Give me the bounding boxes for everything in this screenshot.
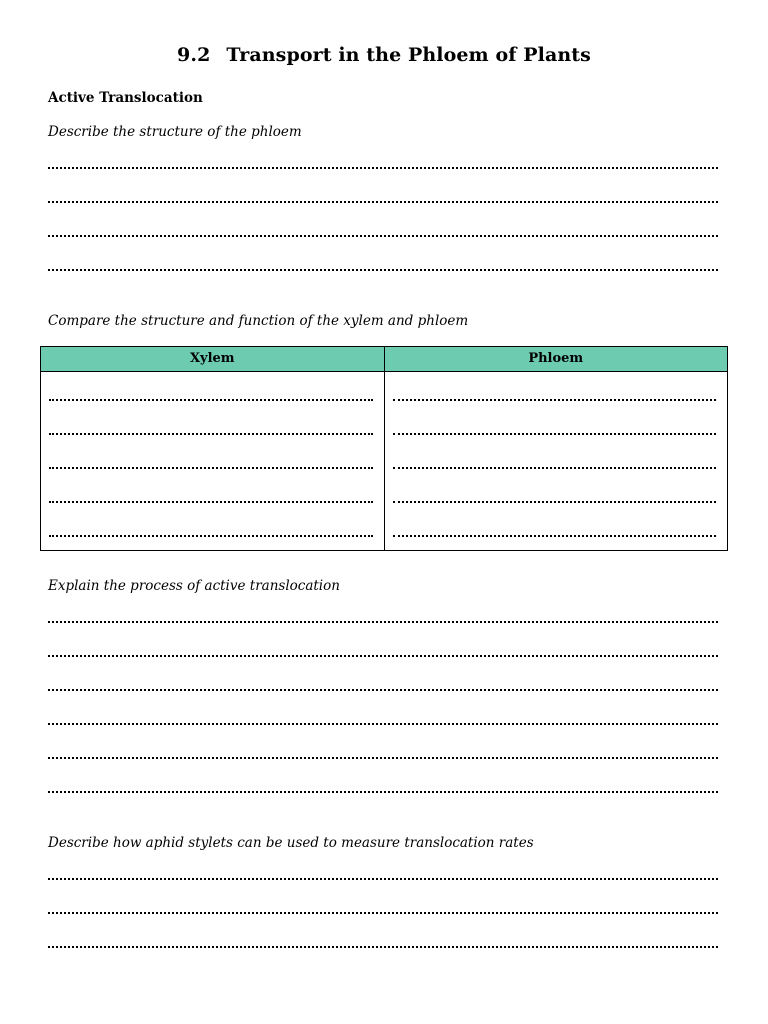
table-body	[41, 372, 727, 550]
answer-line[interactable]	[393, 501, 717, 503]
answer-line[interactable]	[48, 621, 718, 623]
xylem-answer-cell[interactable]	[41, 372, 384, 550]
answer-line[interactable]	[48, 235, 718, 237]
answer-line[interactable]	[48, 689, 718, 691]
answer-line[interactable]	[48, 791, 718, 793]
comparison-table	[40, 346, 728, 551]
column-header-phloem: Phloem	[384, 347, 728, 371]
section-title: Transport in the Phloem of Plants	[226, 44, 591, 66]
answer-line[interactable]	[48, 723, 718, 725]
answer-line[interactable]	[48, 167, 718, 169]
question-structure-phloem: Describe the structure of the phloem	[48, 124, 302, 140]
page-title	[0, 44, 768, 66]
answer-line[interactable]	[48, 757, 718, 759]
table-header-row	[41, 347, 727, 372]
answer-line[interactable]	[48, 269, 718, 271]
subheading-active-translocation: Active Translocation	[48, 90, 203, 106]
column-header-xylem: Xylem	[189, 351, 235, 366]
answer-line[interactable]	[49, 501, 373, 503]
answer-line[interactable]	[393, 467, 717, 469]
answer-line[interactable]	[49, 433, 373, 435]
answer-line[interactable]	[49, 399, 373, 401]
answer-line[interactable]	[393, 399, 717, 401]
answer-line[interactable]	[49, 535, 373, 537]
section-number: 9.2	[177, 44, 211, 66]
answer-line[interactable]	[48, 201, 718, 203]
phloem-answer-cell[interactable]	[384, 372, 728, 550]
answer-line[interactable]	[393, 535, 717, 537]
answer-line[interactable]	[48, 878, 718, 880]
answer-line[interactable]	[49, 467, 373, 469]
question-compare-xylem-phloem: Compare the structure and function of the xylem and phloem	[48, 313, 469, 329]
answer-line[interactable]	[48, 912, 718, 914]
question-aphid-stylets: Describe how aphid stylets can be used to measure translocation rates	[48, 835, 534, 851]
answer-line[interactable]	[48, 946, 718, 948]
answer-line[interactable]	[393, 433, 717, 435]
answer-line[interactable]	[48, 655, 718, 657]
question-active-translocation-process: Explain the process of active translocation	[48, 578, 340, 594]
